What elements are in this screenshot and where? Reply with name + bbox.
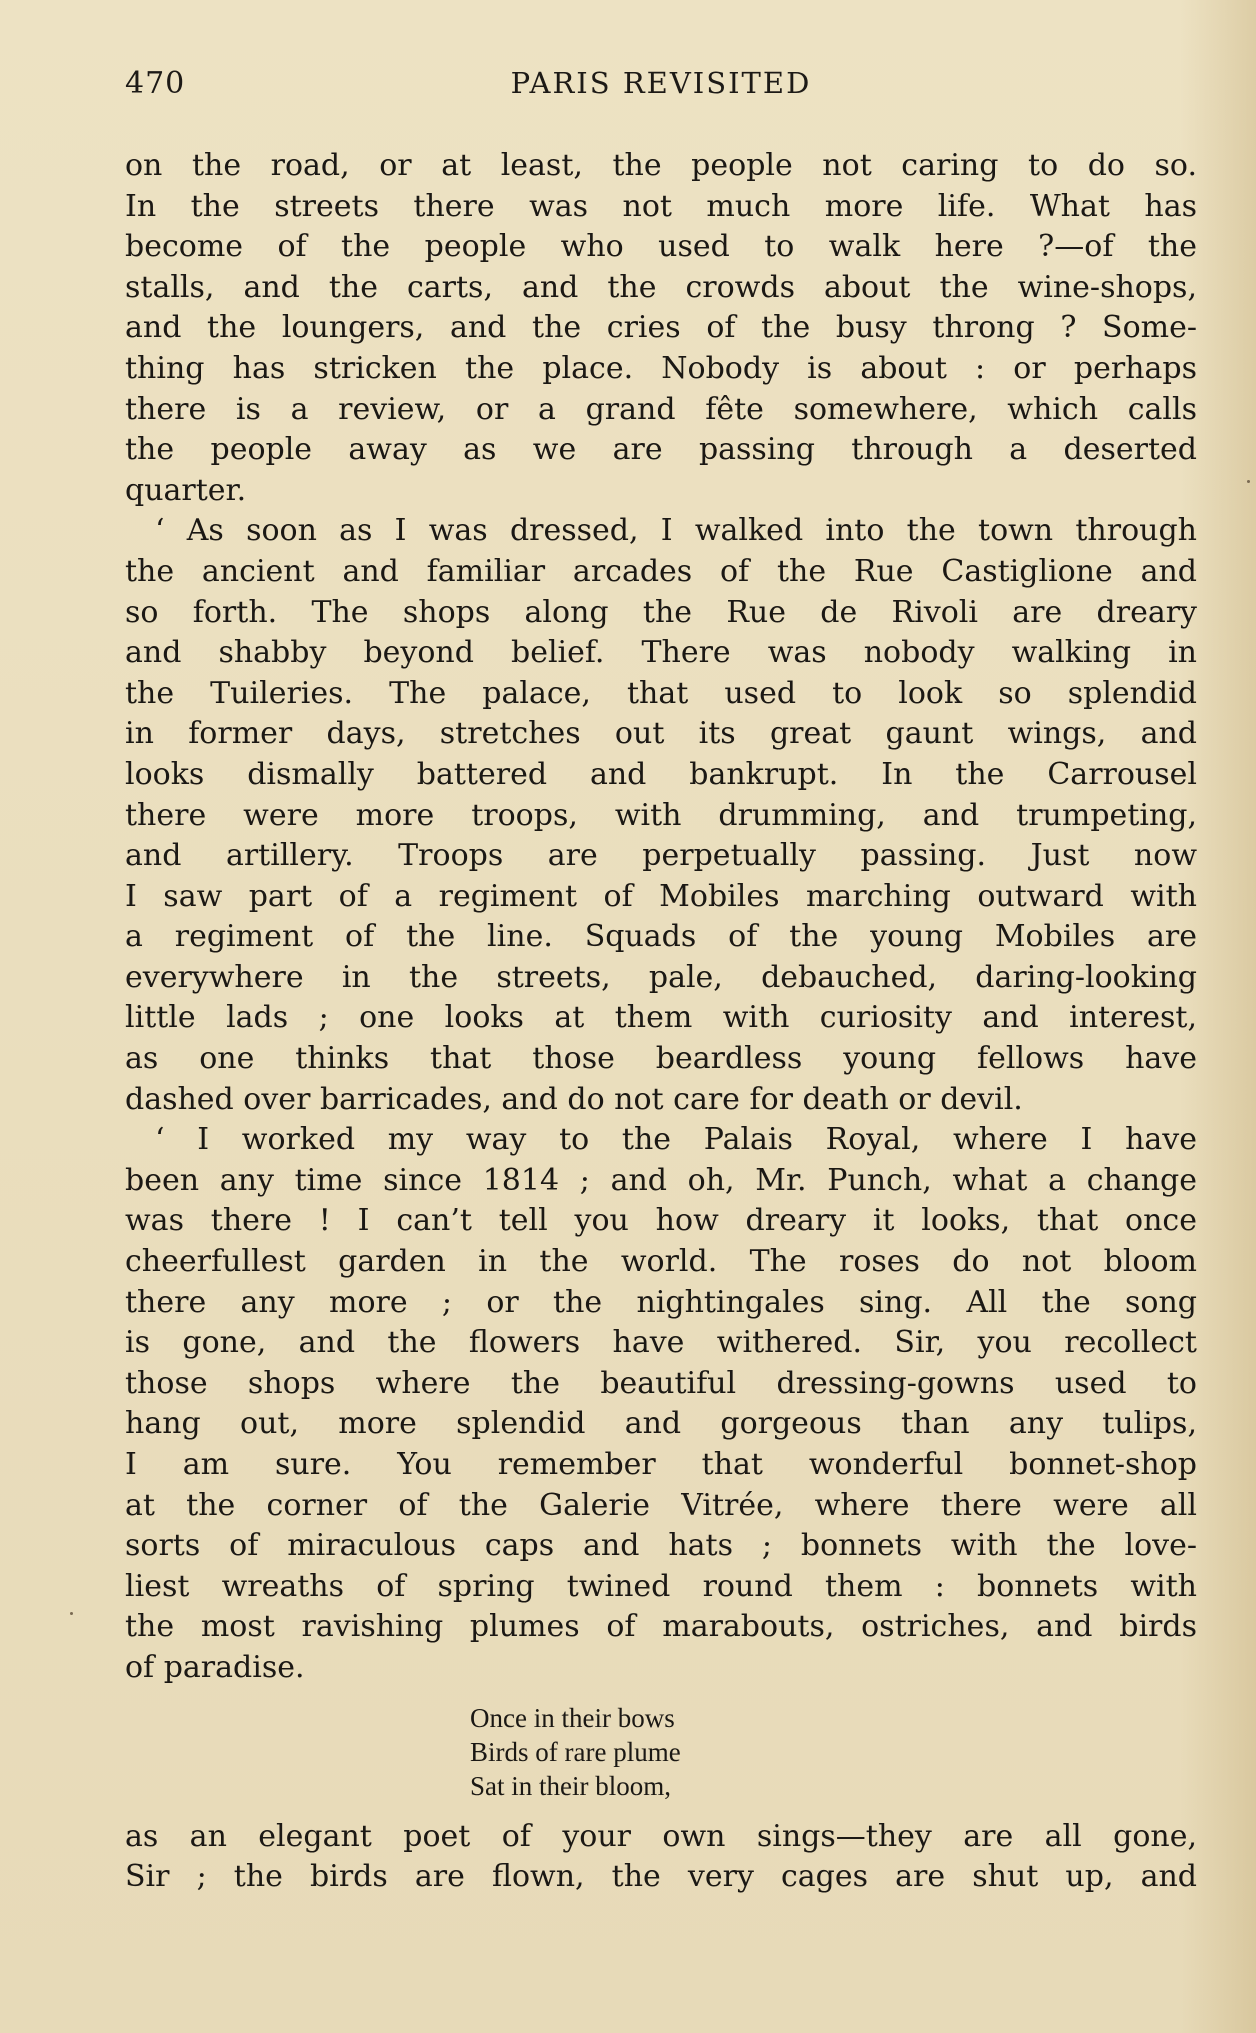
text-line: and shabby beyond belief. There was nobody walking in bbox=[125, 635, 1197, 671]
text-line: thing has stricken the place. Nobody is about : or perhaps bbox=[125, 350, 1197, 386]
text-line: quarter. bbox=[125, 472, 247, 508]
text-line: ‘ I worked my way to the Palais Royal, where I have bbox=[155, 1122, 1197, 1158]
text-line: the most ravishing plumes of marabouts, ostriches, and birds bbox=[125, 1609, 1197, 1645]
text-line: looks dismally battered and bankrupt. In the Carrousel bbox=[125, 756, 1197, 792]
text-line: as an elegant poet of your own sings—they are all gone, bbox=[125, 1818, 1197, 1854]
text-line: on the road, or at least, the people not caring to do so. bbox=[125, 148, 1197, 183]
text-line: and the loungers, and the cries of the busy throng ? Some- bbox=[125, 310, 1197, 346]
text-line: a regiment of the line. Squads of the young Mobiles are bbox=[125, 919, 1197, 955]
text-line: of paradise. bbox=[125, 1649, 305, 1685]
text-line: Sir ; the birds are flown, the very cages are shut up, and bbox=[125, 1859, 1197, 1895]
page-header bbox=[125, 66, 1197, 106]
paragraph bbox=[125, 146, 1197, 511]
paragraph-continuation bbox=[125, 1817, 1197, 1898]
verse-quotation bbox=[470, 1701, 1197, 1803]
text-line: ‘ As soon as I was dressed, I walked into the town through bbox=[155, 513, 1197, 549]
text-line: been any time since 1814 ; and oh, Mr. Punch, what a change bbox=[125, 1162, 1197, 1198]
text-line: dashed over barricades, and do not care for death or devil. bbox=[125, 1081, 1023, 1117]
text-line: the ancient and familiar arcades of the Rue Castiglione and bbox=[125, 553, 1197, 589]
running-title: PARIS REVISITED bbox=[510, 66, 812, 100]
text-line: sorts of miraculous caps and hats ; bonnets with the love- bbox=[125, 1528, 1197, 1564]
text-line: so forth. The shops along the Rue de Rivoli are dreary bbox=[125, 594, 1197, 630]
text-line: there is a review, or a grand fête somewhere, which calls bbox=[125, 391, 1197, 427]
text-line: liest wreaths of spring twined round them : bonnets with bbox=[125, 1568, 1197, 1604]
text-line: and artillery. Troops are perpetually passing. Just now bbox=[125, 838, 1197, 874]
text-line: I saw part of a regiment of Mobiles marching outward with bbox=[125, 878, 1197, 914]
verse-line: Once in their bows bbox=[470, 1702, 675, 1733]
text-line: those shops where the beautiful dressing-gowns used to bbox=[125, 1365, 1197, 1401]
body-text bbox=[125, 146, 1197, 1898]
text-line: at the corner of the Galerie Vitrée, where there were all bbox=[125, 1487, 1197, 1523]
text-line: hang out, more splendid and gorgeous than any tulips, bbox=[125, 1406, 1197, 1442]
text-line: in former days, stretches out its great gaunt wings, and bbox=[125, 716, 1197, 752]
text-line: little lads ; one looks at them with curiosity and interest, bbox=[125, 1000, 1197, 1036]
text-line: is gone, and the flowers have withered. Sir, you recollect bbox=[125, 1325, 1197, 1361]
text-line: was there ! I can’t tell you how dreary it looks, that once bbox=[125, 1203, 1197, 1239]
text-line: cheerfullest garden in the world. The roses do not bloom bbox=[125, 1244, 1197, 1280]
text-line: as one thinks that those beardless young fellows have bbox=[125, 1041, 1197, 1077]
text-line: there any more ; or the nightingales sing. All the song bbox=[125, 1284, 1197, 1320]
text-line: everywhere in the streets, pale, debauched, daring-looking bbox=[125, 959, 1197, 995]
text-line: the Tuileries. The palace, that used to look so splendid bbox=[125, 675, 1197, 711]
page-number: 470 bbox=[125, 66, 186, 101]
text-line: the people away as we are passing through a deserted bbox=[125, 432, 1197, 468]
paragraph bbox=[125, 1120, 1197, 1688]
verse-line: Birds of rare plume bbox=[470, 1736, 681, 1767]
text-line: stalls, and the carts, and the crowds about the wine-shops, bbox=[125, 269, 1197, 305]
text-line: I am sure. You remember that wonderful bonnet-shop bbox=[125, 1447, 1197, 1482]
text-line: there were more troops, with drumming, and trumpeting, bbox=[125, 797, 1197, 833]
text-line: In the streets there was not much more life. What has bbox=[125, 188, 1197, 224]
text-line: become of the people who used to walk here ?—of the bbox=[125, 229, 1197, 265]
verse-line: Sat in their bloom, bbox=[470, 1770, 671, 1801]
paragraph bbox=[125, 511, 1197, 1120]
